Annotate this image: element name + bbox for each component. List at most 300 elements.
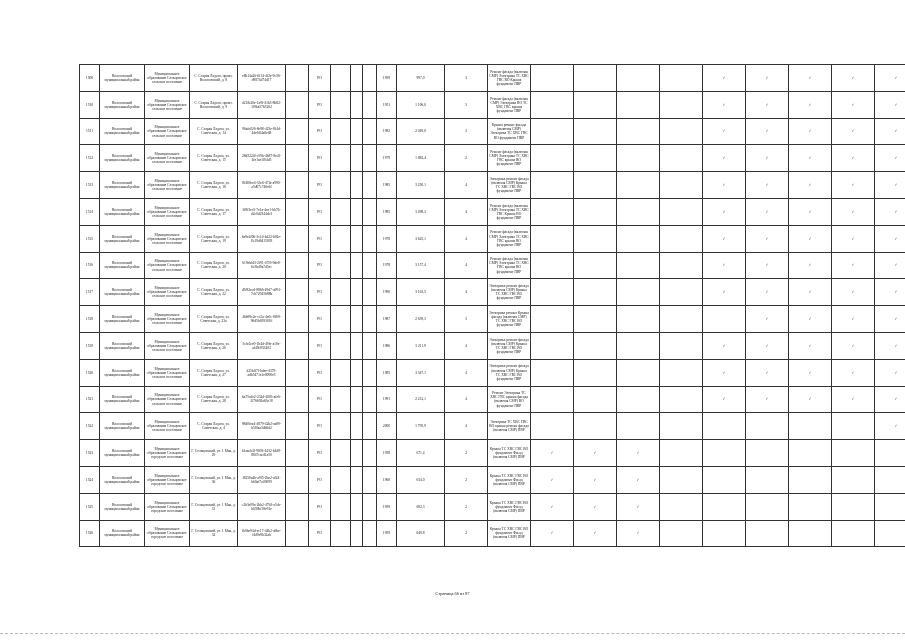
work-check-mark: ✓ [746,332,789,359]
work-check-mark: ✓ [703,386,746,413]
work-check-cell [703,466,746,493]
district-cell: Волосовский муниципальный район [100,386,145,413]
settlement-cell: Муниципальное образование Сельцовское сельское поселение [145,279,190,306]
blank-cell [331,145,351,172]
address-cell: С. Старая Ладога, ул. Советская, д. 15 [190,145,238,172]
area-cell: 1 795,9 [397,413,445,440]
work-check-cell [875,466,905,493]
blank-cell [363,413,377,440]
settlement-cell: Муниципальное образование Сельцовское городское поселение [145,466,190,493]
address-cell: С. Старая Ладога, ул. Советская, д. 27 [190,359,238,386]
works-list-cell: Электрика ТС ХВС ГВС ВО крыша ремонт фасада (включая СМР) ПВР [488,413,531,440]
work-check-cell [531,386,574,413]
floors-cell: 3 [445,91,488,118]
management-type-cell: РО [309,440,331,467]
management-type-cell: РО [309,306,331,333]
area-cell: 3 157,4 [397,252,445,279]
work-check-cell [574,65,617,92]
area-cell: 2 049,0 [397,118,445,145]
district-cell: Волосовский муниципальный район [100,520,145,547]
management-type-cell: РО [309,359,331,386]
house-code-cell: 6a9e2f06-3c1d-4d22-b92e-1b19d6415003 [238,225,286,252]
management-type-cell: РО [309,172,331,199]
work-check-mark: ✓ [703,359,746,386]
work-check-mark: ✓ [789,386,832,413]
build-year-cell: 1985 [377,198,397,225]
settlement-cell: Муниципальное образование Сельцовское сельское поселение [145,172,190,199]
blank-cell [351,306,363,333]
blank-cell [286,306,309,333]
settlement-cell: Муниципальное образование Сельцовское сельское поселение [145,359,190,386]
house-code-cell: 3f8f3ec5-7e1a-4ee1-bb76-d2c0d2344dc3 [238,198,286,225]
settlement-cell: Муниципальное образование Сельцовское городское поселение [145,520,190,547]
blank-cell [351,359,363,386]
blank-cell [331,413,351,440]
work-check-mark: ✓ [832,118,875,145]
work-check-mark: ✓ [617,493,660,520]
blank-cell [351,466,363,493]
management-type-cell: РО [309,413,331,440]
blank-cell [286,118,309,145]
management-type-cell: РО [309,279,331,306]
blank-cell [286,65,309,92]
work-check-cell [574,145,617,172]
house-code-cell: d25bff7f-bdee-4379-adb5471e1e0090e3 [238,359,286,386]
table-row [80,198,905,225]
blank-cell [363,91,377,118]
work-check-mark: ✓ [703,118,746,145]
work-check-mark: ✓ [746,359,789,386]
floors-cell: 2 [445,440,488,467]
work-check-cell [703,413,746,440]
build-year-cell: 1959 [377,65,397,92]
build-year-cell: 1986 [377,332,397,359]
work-check-cell [660,440,703,467]
work-check-mark: ✓ [531,466,574,493]
house-code-cell: 6a75cde2-232d-4003-afe6-2f76692a63e18 [238,386,286,413]
district-cell: Волосовский муниципальный район [100,172,145,199]
blank-cell [286,91,309,118]
blank-cell [351,332,363,359]
work-check-mark: ✓ [832,91,875,118]
work-check-cell [531,91,574,118]
work-check-cell [660,118,703,145]
table-row [80,493,905,520]
blank-cell [331,520,351,547]
work-check-mark: ✓ [875,118,905,145]
work-check-cell [531,198,574,225]
work-check-cell [574,359,617,386]
works-list-cell: Ремонт фасада (включая СМР) Электрика ТС ХВС ГВС крыша ВО фундамент ПВР [488,225,531,252]
work-check-mark: ✓ [832,145,875,172]
blank-cell [331,225,351,252]
management-type-cell: РО [309,386,331,413]
house-code-cell: fb0be94d-ec17-44b2-a6be-f4d9e9b32ab [238,520,286,547]
build-year-cell: 1959 [377,520,397,547]
address-cell: Г. Сельцовский, ул. 1 Мая, д. 31 [190,493,238,520]
address-cell: С. Старая Ладога, ул. Советская, д. 19 [190,225,238,252]
work-check-mark: ✓ [746,225,789,252]
address-cell: С. Старая Ладога, ул. Советская, д. 23а [190,306,238,333]
row-number: 1523 [80,440,100,467]
settlement-cell: Муниципальное образование Сельцовское сельское поселение [145,306,190,333]
works-list-cell: Электрика ремонт фасада (включая СМР) Крыша ТС ХВС ГВС ВО фундамент ПВР [488,172,531,199]
work-check-cell [617,359,660,386]
area-cell: 671,4 [397,440,445,467]
blank-cell [286,332,309,359]
work-check-mark: ✓ [789,306,832,333]
area-cell: 2 659,3 [397,306,445,333]
work-check-cell [703,493,746,520]
work-check-mark: ✓ [703,91,746,118]
floors-cell: 4 [445,252,488,279]
row-number: 1513 [80,172,100,199]
blank-cell [351,91,363,118]
work-check-cell [660,145,703,172]
blank-cell [331,172,351,199]
work-check-mark: ✓ [789,118,832,145]
works-list-cell: Ремонт Электрика ТС ХВС ГВС крыша фасада (включая СМР) ВО фундамент ПВР [488,386,531,413]
management-type-cell: РО [309,198,331,225]
address-cell: С. Старая Ладога, промз. Волосовский, д. 8 [190,65,238,92]
blank-cell [351,386,363,413]
build-year-cell: 1960 [377,466,397,493]
work-check-cell [617,225,660,252]
work-check-mark: ✓ [703,279,746,306]
management-type-cell: РО [309,252,331,279]
table-row [80,520,905,547]
work-check-mark: ✓ [832,172,875,199]
district-cell: Волосовский муниципальный район [100,306,145,333]
address-cell: С. Старая Ладога, ул. Советская, д. 20 [190,252,238,279]
blank-cell [363,65,377,92]
work-check-cell [574,386,617,413]
table-row [80,225,905,252]
work-check-mark: ✓ [875,172,905,199]
area-cell: 1 106,0 [397,91,445,118]
work-check-cell [660,493,703,520]
blank-cell [286,359,309,386]
work-check-cell [617,118,660,145]
works-list-cell: Ремонт фасада (включая СМР) Электрика ТС ХВС ГВС ВО Крыша фундамент ПВР [488,65,531,92]
work-check-mark: ✓ [574,466,617,493]
work-check-mark: ✓ [789,65,832,92]
work-check-cell [746,440,789,467]
works-list-cell: Ремонт фасада (включая СМР) Электрика ВО ТС ХВС ГВС крыша фундамент ПВР [488,91,531,118]
work-check-cell [746,520,789,547]
blank-cell [331,198,351,225]
build-year-cell: 1978 [377,252,397,279]
address-cell: С. Старая Ладога, ул. Советская, д. 28 [190,386,238,413]
works-list-cell: Электрика ремонт фасада (включая СМР) Крыша ТС ХВС ГВС ВО фундамент ПВР [488,359,531,386]
management-type-cell: РО [309,91,331,118]
blank-cell [331,493,351,520]
floors-cell: 3 [445,65,488,92]
build-year-cell: 1979 [377,145,397,172]
area-cell: 1 882,4 [397,145,445,172]
blank-cell [286,172,309,199]
build-year-cell: 1985 [377,359,397,386]
work-check-cell [574,198,617,225]
district-cell: Волосовский муниципальный район [100,279,145,306]
work-check-mark: ✓ [832,65,875,92]
work-check-cell [531,413,574,440]
work-check-cell [746,493,789,520]
floors-cell: 4 [445,172,488,199]
blank-cell [331,306,351,333]
blank-cell [286,520,309,547]
work-check-cell [789,493,832,520]
work-check-cell [574,332,617,359]
address-cell: Г. Сельцовский, ул. 1 Мая, д. 32 [190,520,238,547]
address-cell: С. Старая Ладога, ул. Советская, д. 16 [190,172,238,199]
blank-cell [351,65,363,92]
address-cell: С. Старая Ладога, ул. Советская, д. 4 [190,413,238,440]
blank-cell [351,440,363,467]
build-year-cell: 1958 [377,440,397,467]
table-row [80,440,905,467]
table-row [80,306,905,333]
house-code-cell: e8b14a26-6f14-4f2e-9c56-d9874d74d17 [238,65,286,92]
area-cell: 3 211,9 [397,332,445,359]
house-code-cell: c2b3e09a-2bb2-47b5-a5cb-b659bf18e91e [238,493,286,520]
house-code-cell: 5cfe2ce0-1b4d-49fe-a16e-af49c833403 [238,332,286,359]
work-check-mark: ✓ [832,279,875,306]
address-cell: С. Старая Ладога, ул. Советская, д. 14 [190,118,238,145]
work-check-cell [832,466,875,493]
works-list-cell: Ремонт фасада (включая СМР) Электрика ТС ХВС ГВС Крыша ВО фундамент ПВР [488,198,531,225]
work-check-mark: ✓ [703,198,746,225]
table-row [80,91,905,118]
row-number: 1508 [80,65,100,92]
table-row [80,172,905,199]
work-check-cell [660,172,703,199]
work-check-cell [660,252,703,279]
blank-cell [331,279,351,306]
work-check-cell [617,172,660,199]
work-check-cell [789,413,832,440]
row-number: 1512 [80,145,100,172]
floors-cell: 2 [445,493,488,520]
house-code-cell: 4bb99c2e-cc5a-4e0c-8f69-96d5b6593016 [238,306,286,333]
work-check-cell [875,440,905,467]
address-cell: Г. Сельцовский, ул. 1 Мая, д. 30 [190,466,238,493]
work-check-cell [746,413,789,440]
work-check-cell [746,466,789,493]
work-check-mark: ✓ [617,520,660,547]
blank-cell [363,306,377,333]
work-check-mark: ✓ [703,332,746,359]
row-number: 1514 [80,198,100,225]
blank-cell [363,279,377,306]
work-check-cell [789,440,832,467]
area-cell: 3 250,1 [397,172,445,199]
row-number: 1526 [80,520,100,547]
management-type-cell: РО [309,332,331,359]
address-cell: Г. Сельцовский, ул. 1 Мая, д. 29 [190,440,238,467]
house-code-cell: 8f480ce4-33c6-47fa-a990-a5d07c740e6f [238,172,286,199]
work-check-cell [789,520,832,547]
house-code-cell: b1aacb4f-9003-4432-b4d9-8847cacd1a50 [238,440,286,467]
blank-cell [286,252,309,279]
table-row [80,359,905,386]
work-check-mark: ✓ [746,252,789,279]
blank-cell [331,440,351,467]
house-code-cell: 98d0fea4-4879-42b2-aa89-b5f0aa3db6d2 [238,413,286,440]
work-check-cell [703,520,746,547]
management-type-cell: РО [309,145,331,172]
district-cell: Волосовский муниципальный район [100,413,145,440]
settlement-cell: Муниципальное образование Сельцовское сельское поселение [145,91,190,118]
settlement-cell: Муниципальное образование Сельцовское городское поселение [145,493,190,520]
work-check-mark: ✓ [531,520,574,547]
blank-cell [351,493,363,520]
house-code-cell: 28d5224f-c95b-4b87-8e4f-4fe1ae1f04d5 [238,145,286,172]
floors-cell: 4 [445,413,488,440]
work-check-cell [703,440,746,467]
work-check-mark: ✓ [746,118,789,145]
table-row [80,466,905,493]
floors-cell: 4 [445,332,488,359]
row-number: 1517 [80,279,100,306]
work-check-cell [660,359,703,386]
work-check-cell [832,413,875,440]
settlement-cell: Муниципальное образование Сельцовское сельское поселение [145,145,190,172]
table-row [80,118,905,145]
work-check-mark: ✓ [574,520,617,547]
row-number: 1511 [80,118,100,145]
area-cell: 692,3 [397,493,445,520]
work-check-cell [703,306,746,333]
work-check-mark: ✓ [875,279,905,306]
house-code-cell: f8250a4b-a9f5-4be2-a3f4-b60af7e49099 [238,466,286,493]
blank-cell [331,359,351,386]
district-cell: Волосовский муниципальный район [100,332,145,359]
work-check-cell [531,359,574,386]
district-cell: Волосовский муниципальный район [100,145,145,172]
area-cell: 3 163,5 [397,279,445,306]
works-list-cell: Крыша ремонт фасада (включая СМР) Электрика ТС ХВС ГВС ВО фундамент ПВР [488,118,531,145]
management-type-cell: РО [309,493,331,520]
row-number: 1515 [80,225,100,252]
table-row [80,413,905,440]
work-check-cell [574,252,617,279]
blank-cell [363,466,377,493]
settlement-cell: Муниципальное образование Сельцовское сельское поселение [145,252,190,279]
floors-cell: 2 [445,520,488,547]
district-cell: Волосовский муниципальный район [100,493,145,520]
work-check-cell [531,145,574,172]
address-cell: С. Старая Ладога, промз. Волосовский, д. 9 [190,91,238,118]
area-cell: 997,0 [397,65,445,92]
address-cell: С. Старая Ладога, ул. Советская, д. 17 [190,198,238,225]
work-check-cell [531,332,574,359]
build-year-cell: 1985 [377,172,397,199]
work-check-mark: ✓ [746,306,789,333]
blank-cell [363,145,377,172]
work-check-mark: ✓ [531,440,574,467]
work-check-mark: ✓ [832,306,875,333]
build-year-cell: 1982 [377,118,397,145]
work-check-mark: ✓ [789,145,832,172]
blank-cell [331,332,351,359]
work-check-cell [875,493,905,520]
settlement-cell: Муниципальное образование Сельцовское сельское поселение [145,332,190,359]
work-check-cell [789,466,832,493]
work-check-cell [617,65,660,92]
settlement-cell: Муниципальное образование Сельцовское городское поселение [145,440,190,467]
floors-cell: 4 [445,279,488,306]
row-number: 1519 [80,332,100,359]
blank-cell [363,198,377,225]
work-check-cell [660,386,703,413]
district-cell: Волосовский муниципальный район [100,225,145,252]
work-check-mark: ✓ [875,252,905,279]
blank-cell [351,198,363,225]
works-list-cell: Ремонт фасада (включая СМР) Электрика ТС ХВС ГВС крыша ВО фундамент ПВР [488,252,531,279]
work-check-cell [875,520,905,547]
blank-cell [331,386,351,413]
work-check-cell [617,332,660,359]
work-check-mark: ✓ [875,306,905,333]
row-number: 1524 [80,466,100,493]
work-check-mark: ✓ [875,225,905,252]
blank-cell [363,332,377,359]
blank-cell [331,118,351,145]
work-check-mark: ✓ [875,386,905,413]
settlement-cell: Муниципальное образование Сельцовское сельское поселение [145,413,190,440]
work-check-cell [617,413,660,440]
district-cell: Волосовский муниципальный район [100,466,145,493]
work-check-cell [531,172,574,199]
row-number: 1525 [80,493,100,520]
work-check-mark: ✓ [832,386,875,413]
blank-cell [363,493,377,520]
work-check-mark: ✓ [531,493,574,520]
blank-cell [351,279,363,306]
work-check-cell [574,306,617,333]
blank-cell [351,118,363,145]
house-code-cell: d21fb20e-1a9f-41b3-8b82-1f9ba57b5262 [238,91,286,118]
work-check-mark: ✓ [875,91,905,118]
settlement-cell: Муниципальное образование Сельцовское сельское поселение [145,65,190,92]
work-check-mark: ✓ [789,91,832,118]
scan-edge-line [0,633,905,635]
build-year-cell: 2000 [377,413,397,440]
blank-cell [331,65,351,92]
row-number: 1521 [80,386,100,413]
build-year-cell: 1987 [377,306,397,333]
build-year-cell: 1978 [377,225,397,252]
work-check-cell [617,91,660,118]
blank-cell [351,172,363,199]
work-check-mark: ✓ [832,252,875,279]
work-check-mark: ✓ [617,440,660,467]
build-year-cell: 1990 [377,279,397,306]
register-body [80,65,905,547]
work-check-mark: ✓ [746,279,789,306]
work-check-mark: ✓ [703,252,746,279]
floors-cell: 2 [445,145,488,172]
work-check-mark: ✓ [703,172,746,199]
blank-cell [351,520,363,547]
build-year-cell: 1951 [377,91,397,118]
work-check-mark: ✓ [789,225,832,252]
row-number: 1510 [80,91,100,118]
area-cell: 649,8 [397,520,445,547]
page-footer: Страница 66 из 87 [435,591,470,596]
blank-cell [286,225,309,252]
